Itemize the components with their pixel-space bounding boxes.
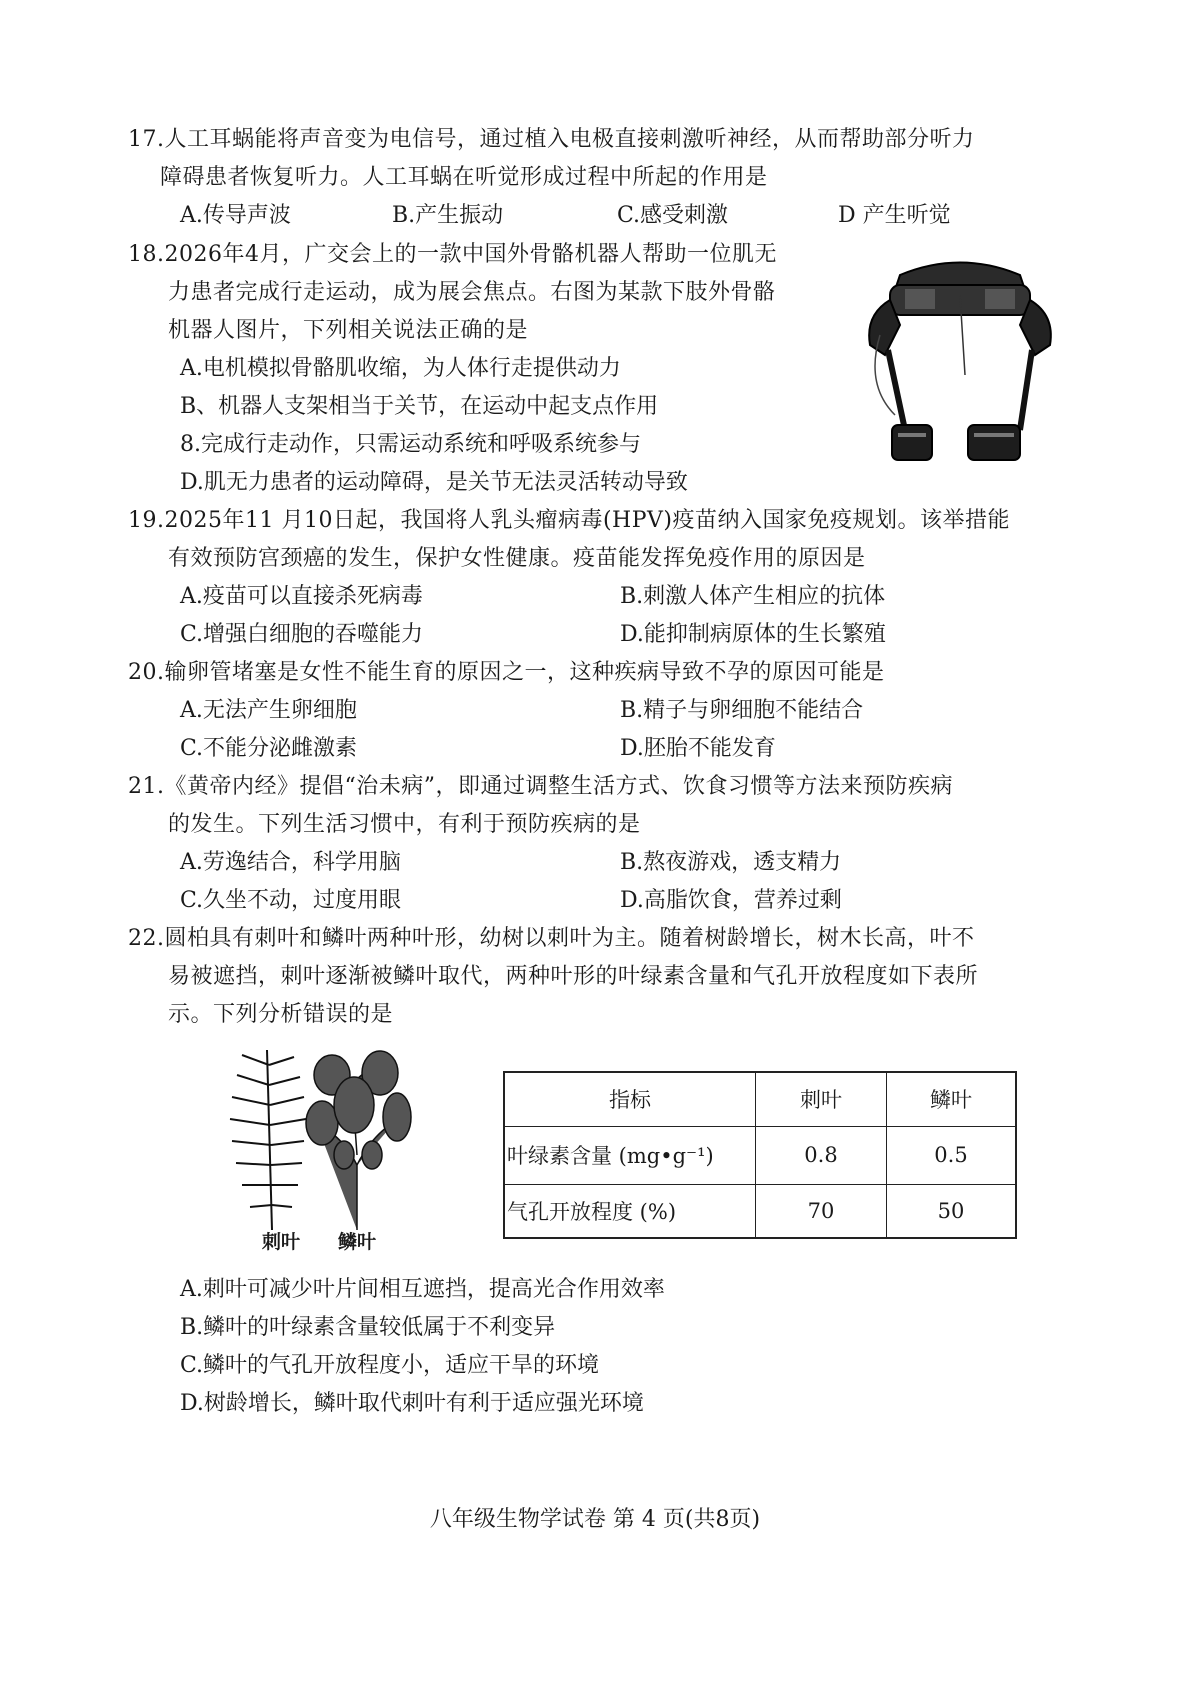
q18-option-c: 8.完成行走动作，只需运动系统和呼吸系统参与 [180,432,641,457]
table-cell-stomata-scale: 50 [887,1184,1017,1238]
table-header-row [504,1072,1016,1126]
q17-option-a: A.传导声波 [180,203,291,228]
q18-stem-line2: 力患者完成行走运动，成为展会焦点。右图为某款下肢外骨骼 [168,280,776,305]
q22-option-d: D.树龄增长，鳞叶取代刺叶有利于适应强光环境 [180,1391,644,1416]
table-cell-stomata-needle: 70 [756,1184,887,1238]
q22-option-b: B.鳞叶的叶绿素含量较低属于不利变异 [180,1315,556,1340]
table-cell-chlorophyll-needle: 0.8 [756,1126,887,1184]
q19-option-a: A.疫苗可以直接杀死病毒 [180,584,423,609]
q20-option-a: A.无法产生卵细胞 [180,698,357,723]
q17-option-c: C.感受刺激 [617,203,729,228]
table-cell-chlorophyll-scale: 0.5 [887,1126,1017,1184]
q17-stem-line1: 17.人工耳蜗能将声音变为电信号，通过植入电极直接刺激听神经，从而帮助部分听力 [128,127,975,152]
q20-stem-line1: 20.输卵管堵塞是女性不能生育的原因之一，这种疾病导致不孕的原因可能是 [128,660,885,685]
table-header-needle: 刺叶 [756,1072,887,1126]
q19-option-c: C.增强白细胞的吞噬能力 [180,622,424,647]
q22-option-a: A.刺叶可减少叶片间相互遮挡，提高光合作用效率 [180,1277,665,1302]
table-cell-stomata-label: 气孔开放程度 (%) [504,1184,756,1238]
table-header-indicator: 指标 [504,1072,756,1126]
q22-option-c: C.鳞叶的气孔开放程度小，适应干旱的环境 [180,1353,600,1378]
q22-stem-line3: 示。下列分析错误的是 [168,1002,394,1027]
q18-option-a: A.电机模拟骨骼肌收缩，为人体行走提供动力 [180,356,621,381]
q22-stem-line1: 22.圆柏具有刺叶和鳞叶两种叶形，幼树以刺叶为主。随着树龄增长，树木长高，叶不 [128,926,975,951]
q19-stem-line2: 有效预防宫颈癌的发生，保护女性健康。疫苗能发挥免疫作用的原因是 [168,546,866,571]
q18-stem-line1: 18.2026年4月，广交会上的一款中国外骨骼机器人帮助一位肌无 [128,242,777,267]
leaf-data-table [503,1071,1017,1239]
leaf-types-illustration [222,1045,422,1245]
scale-leaf-drawing [306,1051,411,1230]
q17-option-d: D 产生听觉 [838,203,951,228]
q22-stem-line2: 易被遮挡，刺叶逐渐被鳞叶取代，两种叶形的叶绿素含量和气孔开放程度如下表所 [168,964,979,989]
q19-option-d: D.能抑制病原体的生长繁殖 [620,622,886,647]
q17-option-b: B.产生振动 [392,203,504,228]
q21-option-d: D.高脂饮食，营养过剩 [620,888,842,913]
q19-stem-line1: 19.2025年11 月10日起，我国将人乳头瘤病毒(HPV)疫苗纳入国家免疫规划。该举措能 [128,508,1011,533]
scale-leaf-label: 鳞叶 [338,1231,377,1253]
needle-leaf-label: 刺叶 [262,1231,301,1253]
q19-option-b: B.刺激人体产生相应的抗体 [620,584,886,609]
q20-option-b: B.精子与卵细胞不能结合 [620,698,864,723]
q17-stem-line2: 障碍患者恢复听力。人工耳蜗在听觉形成过程中所起的作用是 [160,165,768,190]
q21-option-a: A.劳逸结合，科学用脑 [180,850,401,875]
q18-option-d: D.肌无力患者的运动障碍，是关节无法灵活转动导致 [180,470,688,495]
table-cell-chlorophyll-label: 叶绿素含量 (mg•g⁻¹) [504,1126,756,1184]
needle-leaf-drawing [230,1050,306,1230]
q20-option-c: C.不能分泌雌激素 [180,736,358,761]
exoskeleton-robot-image [860,255,1060,475]
table-row [504,1126,1016,1184]
q21-option-b: B.熬夜游戏，透支精力 [620,850,842,875]
q21-stem-line2: 的发生。下列生活习惯中，有利于预防疾病的是 [168,812,641,837]
q18-option-b: B、机器人支架相当于关节，在运动中起支点作用 [180,394,659,419]
page-footer: 八年级生物学试卷 第 4 页(共8页) [429,1507,761,1532]
q20-option-d: D.胚胎不能发育 [620,736,776,761]
q21-stem-line1: 21.《黄帝内经》提倡“治未病”，即通过调整生活方式、饮食习惯等方法来预防疾病 [128,774,953,799]
q18-stem-line3: 机器人图片，下列相关说法正确的是 [168,318,529,343]
table-row [504,1184,1016,1238]
q21-option-c: C.久坐不动，过度用眼 [180,888,402,913]
table-header-scale: 鳞叶 [887,1072,1017,1126]
